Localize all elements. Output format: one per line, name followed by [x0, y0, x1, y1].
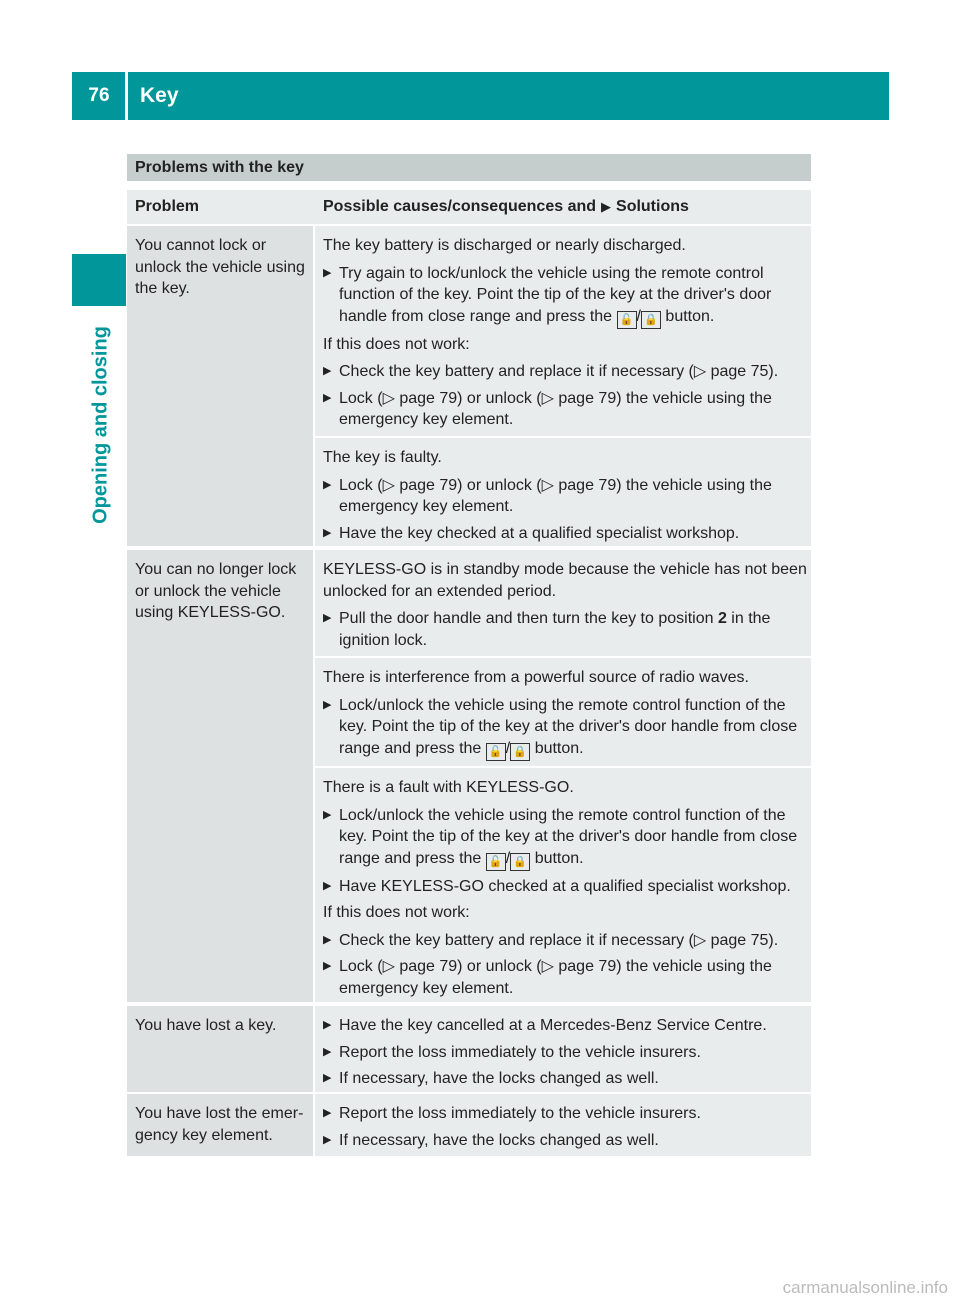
cause-cell — [315, 550, 811, 656]
table-header — [127, 190, 811, 224]
watermark: carmanualsonline.info — [782, 1278, 948, 1297]
problem-cell — [127, 226, 313, 546]
step-text: Lock (▷ page 79) or unlock (▷ page 79) the vehicle using the emergency key element. — [339, 958, 772, 997]
play-arrow-icon: ▶ — [323, 933, 332, 946]
step-text: If necessary, have the locks changed as well. — [339, 1070, 659, 1087]
solution-step: ▶ Lock/unlock the vehicle using the remote control function of the key. Point the tip of the key at the driver's door handle from close range and press the 🔓 / 🔒 button. — [323, 805, 807, 871]
unlock-icon: 🔓 — [617, 311, 637, 329]
step-text: Try again to lock/unlock the vehicle using the remote control function of the key. Point the tip of the key at the driver's door handle from close range and press the — [339, 264, 772, 325]
cause-text: The key battery is discharged or nearly discharged. — [323, 237, 686, 254]
play-arrow-icon: ▶ — [323, 1072, 332, 1084]
fallback-text: If this does not work: — [323, 335, 470, 353]
step-text: Report the loss immediately to the vehicle insurers. — [339, 1105, 701, 1122]
step-text: Have KEYLESS-GO checked at a qualified specialist workshop. — [339, 877, 791, 895]
page-header-bar — [72, 72, 889, 120]
solution-step: ▶ Try again to lock/unlock the vehicle using the remote control function of the key. Point the tip of the key at the driver's door handle from close range and press the 🔓 / 🔒 button. — [323, 263, 807, 329]
solution-cell — [315, 1006, 811, 1092]
cause-cell — [315, 438, 811, 546]
play-arrow-icon: ▶ — [323, 1133, 332, 1146]
play-arrow-icon: ▶ — [323, 1107, 332, 1119]
solution-step — [323, 930, 807, 952]
step-text: Lock/unlock the vehicle using the remote control function of the key. Point the tip of the key at the driver's door handle from close range and press the — [339, 696, 798, 757]
solution-step — [323, 608, 807, 651]
cause-text: The key is faulty. — [323, 449, 442, 466]
play-arrow-icon: ▶ — [323, 698, 332, 711]
lock-icon: 🔒 — [510, 853, 530, 871]
cause-cell — [315, 226, 811, 436]
step-text-suffix: button. — [534, 739, 584, 757]
problem-text: You cannot lock or unlock the vehicle using the key. — [135, 237, 305, 297]
step-text: Check the key battery and replace it if necessary (▷ page 75). — [339, 931, 779, 949]
play-arrow-icon: ▶ — [323, 266, 332, 279]
solution-step — [323, 523, 807, 545]
solution-step — [323, 876, 807, 898]
column-header-solutions-label: Solutions — [616, 198, 689, 215]
chapter-label: Opening and closing — [89, 326, 112, 524]
unlock-icon: 🔓 — [486, 743, 506, 761]
cause-cell — [315, 658, 811, 766]
solution-step — [323, 475, 807, 518]
cause-cell — [315, 768, 811, 1002]
step-text-suffix: button. — [665, 307, 715, 325]
play-arrow-icon: ▶ — [323, 526, 332, 539]
solution-step — [323, 1130, 807, 1152]
page-number: 76 — [88, 85, 110, 106]
play-arrow-icon: ▶ — [323, 808, 332, 821]
solution-step — [323, 1015, 807, 1037]
solution-step — [323, 388, 807, 431]
lock-icon: 🔒 — [510, 743, 530, 761]
problem-cell — [127, 1094, 313, 1156]
step-text-suffix: in the ignition lock. — [339, 610, 771, 649]
play-arrow-icon: ▶ — [323, 612, 332, 624]
step-text: Have the key checked at a qualified specialist workshop. — [339, 524, 740, 542]
problem-text: You have lost a key. — [135, 1017, 277, 1034]
step-text: Lock (▷ page 79) or unlock (▷ page 79) the vehicle using the emergency key element. — [339, 476, 772, 515]
step-text: Report the loss immediately to the vehicle insurers. — [339, 1043, 701, 1061]
key-position-value: 2 — [717, 610, 727, 627]
play-arrow-icon: ▶ — [323, 879, 332, 892]
unlock-icon: 🔓 — [486, 853, 506, 871]
lock-icon: 🔒 — [641, 311, 661, 329]
solution-cell — [315, 1094, 811, 1156]
cause-text: There is interference from a powerful source of radio waves. — [323, 669, 749, 686]
problem-text: You can no longer lock or unlock the vehicle using KEYLESS-GO. — [135, 561, 297, 621]
solution-step — [323, 1068, 807, 1090]
side-tab-marker — [72, 254, 126, 306]
play-arrow-icon: ▶ — [323, 1045, 332, 1058]
step-text: Lock (▷ page 79) or unlock (▷ page 79) the vehicle using the emergency key element. — [339, 389, 772, 428]
step-text: Lock/unlock the vehicle using the remote control function of the key. Point the tip of the key at the driver's door handle from close range and press the — [339, 806, 798, 867]
step-text: If necessary, have the locks changed as well. — [339, 1131, 659, 1149]
problem-text: You have lost the emer-gency key element. — [135, 1105, 304, 1144]
play-arrow-icon: ▶ — [323, 478, 332, 491]
step-text: Pull the door handle and then turn the key to position — [339, 610, 714, 627]
play-arrow-icon: ▶ — [323, 1019, 332, 1031]
solution-step: ▶ Lock/unlock the vehicle using the remote control function of the key. Point the tip of the key at the driver's door handle from close range and press the 🔓 / 🔒 button. — [323, 695, 807, 761]
table-title: Problems with the key — [127, 154, 811, 181]
cause-text: KEYLESS-GO is in standby mode because the vehicle has not been unlocked for an extended period. — [323, 561, 807, 600]
column-header-solutions-text: Possible causes/consequences and — [323, 198, 597, 215]
fallback-text: If this does not work: — [323, 904, 470, 921]
column-header-solutions — [323, 190, 689, 224]
play-arrow-icon: ▶ — [323, 365, 332, 377]
problem-cell — [127, 550, 313, 1002]
column-header-problem: Problem — [135, 198, 200, 215]
header-divider — [125, 72, 128, 120]
section-title: Key — [140, 84, 179, 107]
solution-step — [323, 956, 807, 999]
play-arrow-icon: ▶ — [323, 391, 332, 404]
step-text-suffix: button. — [534, 849, 584, 867]
play-arrow-icon: ▶ — [323, 960, 332, 972]
step-text: Have the key cancelled at a Mercedes-Benz Service Centre. — [339, 1017, 767, 1034]
solution-step — [323, 1042, 807, 1064]
solution-step — [323, 361, 807, 383]
cause-text: There is a fault with KEYLESS-GO. — [323, 779, 574, 796]
solution-step — [323, 1103, 807, 1125]
play-arrow-icon: ▶ — [601, 199, 612, 214]
problem-cell — [127, 1006, 313, 1092]
step-text: Check the key battery and replace it if necessary (▷ page 75). — [339, 363, 779, 380]
